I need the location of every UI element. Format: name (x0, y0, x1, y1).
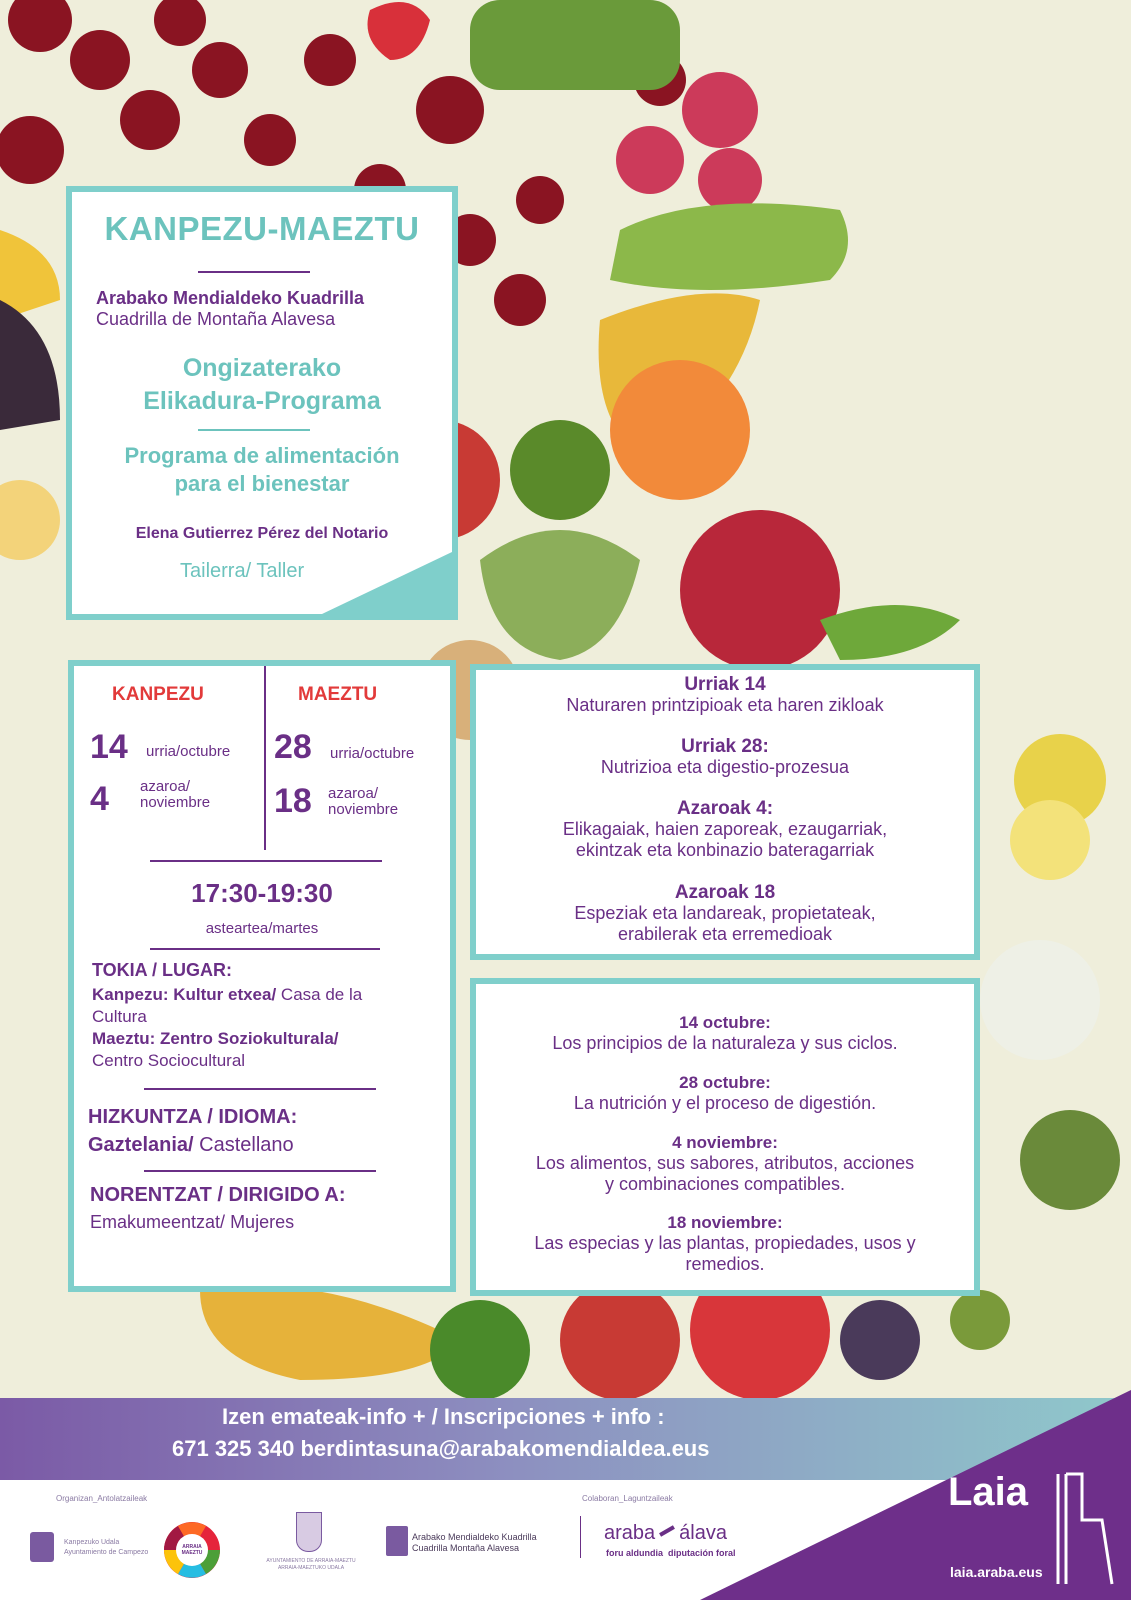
program-title-spanish-line1: Programa de alimentación (124, 443, 400, 468)
laia-corner-panel (680, 1390, 1131, 1600)
divider-1 (150, 860, 382, 862)
session-eu-1 (476, 674, 974, 716)
program-title-basque-line2: Elikadura-Programa (143, 387, 381, 415)
title-card (66, 186, 458, 620)
maeztu-heading: MAEZTU (298, 684, 378, 705)
sessions-spanish-card (470, 978, 980, 1296)
divider-3 (144, 1088, 376, 1090)
session-eu-4-desc-l1: Espeziak eta landareak, propietateak, (574, 903, 876, 923)
cuadrilla-shield-icon (386, 1526, 408, 1556)
maeztu-date2-day: 18 (274, 782, 312, 820)
session-es-4-date: 18 noviembre: (667, 1213, 783, 1232)
session-eu-3-desc-l2: ekintzak eta konbinazio bateragarriak (575, 840, 875, 860)
kanpezu-logo-text-l2: Ayuntamiento de Campezo (64, 1549, 149, 1556)
cuadrilla-logo-text-l2: Cuadrilla Montaña Alavesa (412, 1543, 520, 1553)
place-maeztu-name: Maeztu: Zentro Soziokulturala/ (92, 1029, 339, 1048)
registration-contact[interactable]: 671 325 340 berdintasuna@arabakomendialdea.eus (172, 1436, 710, 1461)
session-eu-1-date: Urriak 14 (684, 674, 766, 695)
collaborators-label: Colaboran_Laguntzaileak (582, 1494, 673, 1503)
language-heading: HIZKUNTZA / IDIOMA: (88, 1106, 298, 1128)
kanpezu-shield-icon (30, 1532, 54, 1562)
session-es-3-desc-l2: y combinaciones compatibles. (604, 1174, 846, 1194)
kanpezu-logo (30, 1532, 54, 1562)
language-value-es: Castellano (193, 1134, 294, 1156)
araba-slash-icon (659, 1525, 675, 1536)
session-es-3-date: 4 noviembre: (672, 1133, 778, 1152)
kanpezu-date2-month (140, 779, 210, 811)
session-es-2-desc: La nutrición y el proceso de digestión. (573, 1093, 877, 1113)
logo-divider (580, 1516, 581, 1558)
cuadrilla-logo-text (412, 1532, 537, 1554)
session-es-1-date: 14 octubre: (679, 1013, 771, 1032)
registration-label: Izen emateak-info + / Inscripciones + info : (222, 1404, 665, 1429)
place-maeztu-l2: Centro Sociocultural (92, 1051, 246, 1070)
session-time: 17:30-19:30 (191, 878, 333, 908)
arraia-maeztu-shield-icon (296, 1512, 322, 1552)
column-divider (264, 666, 266, 850)
arraia-maeztu-logo-text (256, 1558, 366, 1572)
program-title-spanish (72, 442, 452, 498)
organizers-label: Organizan_Antolatzaileak (56, 1494, 148, 1503)
cuadrilla-logo-text-l1: Arabako Mendialdeko Kuadrilla (412, 1532, 537, 1542)
place-kanpezu (92, 984, 432, 1028)
session-weekday: asteartea/martes (205, 920, 319, 937)
program-title-basque (72, 352, 452, 418)
audience-value: Emakumeentzat/ Mujeres (90, 1212, 295, 1232)
org-name-basque: Arabako Mendialdeko Kuadrilla (96, 288, 365, 308)
maeztu-date2-month (328, 786, 398, 818)
place-kanpezu-l2: Cultura (92, 1007, 147, 1026)
corner-accent (322, 552, 452, 614)
arraia-maeztu-logo-text-l2: ARRAIA-MAEZTUKO UDALA (277, 1565, 345, 1571)
session-eu-3-desc-l1: Elikagaiak, haien zaporeak, ezaugarriak, (562, 819, 888, 839)
session-eu-3 (476, 798, 974, 861)
divider-2 (150, 948, 380, 950)
place-heading: TOKIA / LUGAR: (92, 960, 232, 980)
session-eu-4-desc-l2: erabilerak eta erremedioak (617, 924, 833, 944)
session-es-3 (476, 1132, 974, 1195)
place-kanpezu-rest: Casa de la (276, 985, 363, 1004)
town-title: KANPEZU-MAEZTU (104, 210, 420, 247)
session-es-1 (476, 1012, 974, 1054)
session-es-4 (476, 1212, 974, 1275)
laia-brand: Laia (948, 1470, 1029, 1514)
session-es-4-desc-l1: Las especias y las plantas, propiedades, usos y (534, 1233, 916, 1253)
araba-word-eu: araba (604, 1522, 656, 1544)
session-es-3-desc-l1: Los alimentos, sus sabores, atributos, acciones (535, 1153, 915, 1173)
maeztu-date1-day: 28 (274, 728, 312, 766)
language-value-eu: Gaztelania/ (88, 1134, 194, 1156)
session-eu-2-desc: Nutrizioa eta digestio-prozesua (600, 757, 850, 777)
sdg-wheel-text: ARRAIA MAEZTU (181, 1544, 203, 1556)
session-eu-1-desc: Naturaren printzipioak eta haren zikloak (566, 695, 884, 715)
sessions-basque-card (470, 664, 980, 960)
session-es-2 (476, 1072, 974, 1114)
schedule-info-card (68, 660, 456, 1292)
session-eu-2 (476, 736, 974, 778)
arraia-maeztu-logo-text-l1: AYUNTAMIENTO DE ARRAIA-MAEZTU (266, 1558, 356, 1564)
kanpezu-date1-day: 14 (90, 728, 128, 766)
program-title-basque-line1: Ongizaterako (182, 354, 342, 382)
format-label: Tailerra/ Taller (180, 560, 305, 582)
program-title-spanish-line2: para el bienestar (174, 471, 350, 496)
session-eu-2-date: Urriak 28: (681, 736, 769, 757)
kanpezu-logo-text-l1: Kanpezuko Udala (64, 1539, 120, 1546)
place-maeztu (92, 1028, 432, 1072)
maeztu-date2-month-l1: azaroa/ (328, 785, 379, 802)
araba-sub-es: diputación foral (668, 1548, 736, 1558)
session-eu-4-date: Azaroak 18 (674, 882, 776, 903)
program-divider (198, 429, 310, 431)
araba-word-es: álava (679, 1522, 727, 1544)
title-divider (198, 271, 310, 273)
session-es-4-desc-l2: remedios. (685, 1254, 765, 1274)
kanpezu-date2-month-l2: noviembre (140, 794, 211, 811)
maeztu-date2-month-l2: noviembre (328, 801, 399, 818)
author-name: Elena Gutierrez Pérez del Notario (135, 525, 389, 542)
divider-4 (144, 1170, 376, 1172)
session-eu-4 (476, 882, 974, 945)
kanpezu-date2-month-l1: azaroa/ (140, 778, 191, 795)
session-es-2-date: 28 octubre: (679, 1073, 771, 1092)
kanpezu-logo-text (64, 1538, 148, 1558)
maeztu-date1-month: urria/octubre (330, 745, 415, 762)
laia-url[interactable]: laia.araba.eus (950, 1564, 1043, 1580)
audience-heading: NORENTZAT / DIRIGIDO A: (90, 1184, 346, 1206)
org-name-spanish: Cuadrilla de Montaña Alavesa (96, 309, 336, 329)
language-value (88, 1134, 294, 1157)
araba-sub-eu: foru aldundia (606, 1548, 663, 1558)
kanpezu-date2-day: 4 (90, 780, 109, 818)
kanpezu-date1-month: urria/octubre (146, 743, 231, 760)
place-kanpezu-name: Kanpezu: Kultur etxea/ (92, 985, 277, 1004)
kanpezu-heading: KANPEZU (112, 684, 204, 705)
session-eu-3-date: Azaroak 4: (676, 798, 774, 819)
session-es-1-desc: Los principios de la naturaleza y sus ciclos. (552, 1033, 898, 1053)
